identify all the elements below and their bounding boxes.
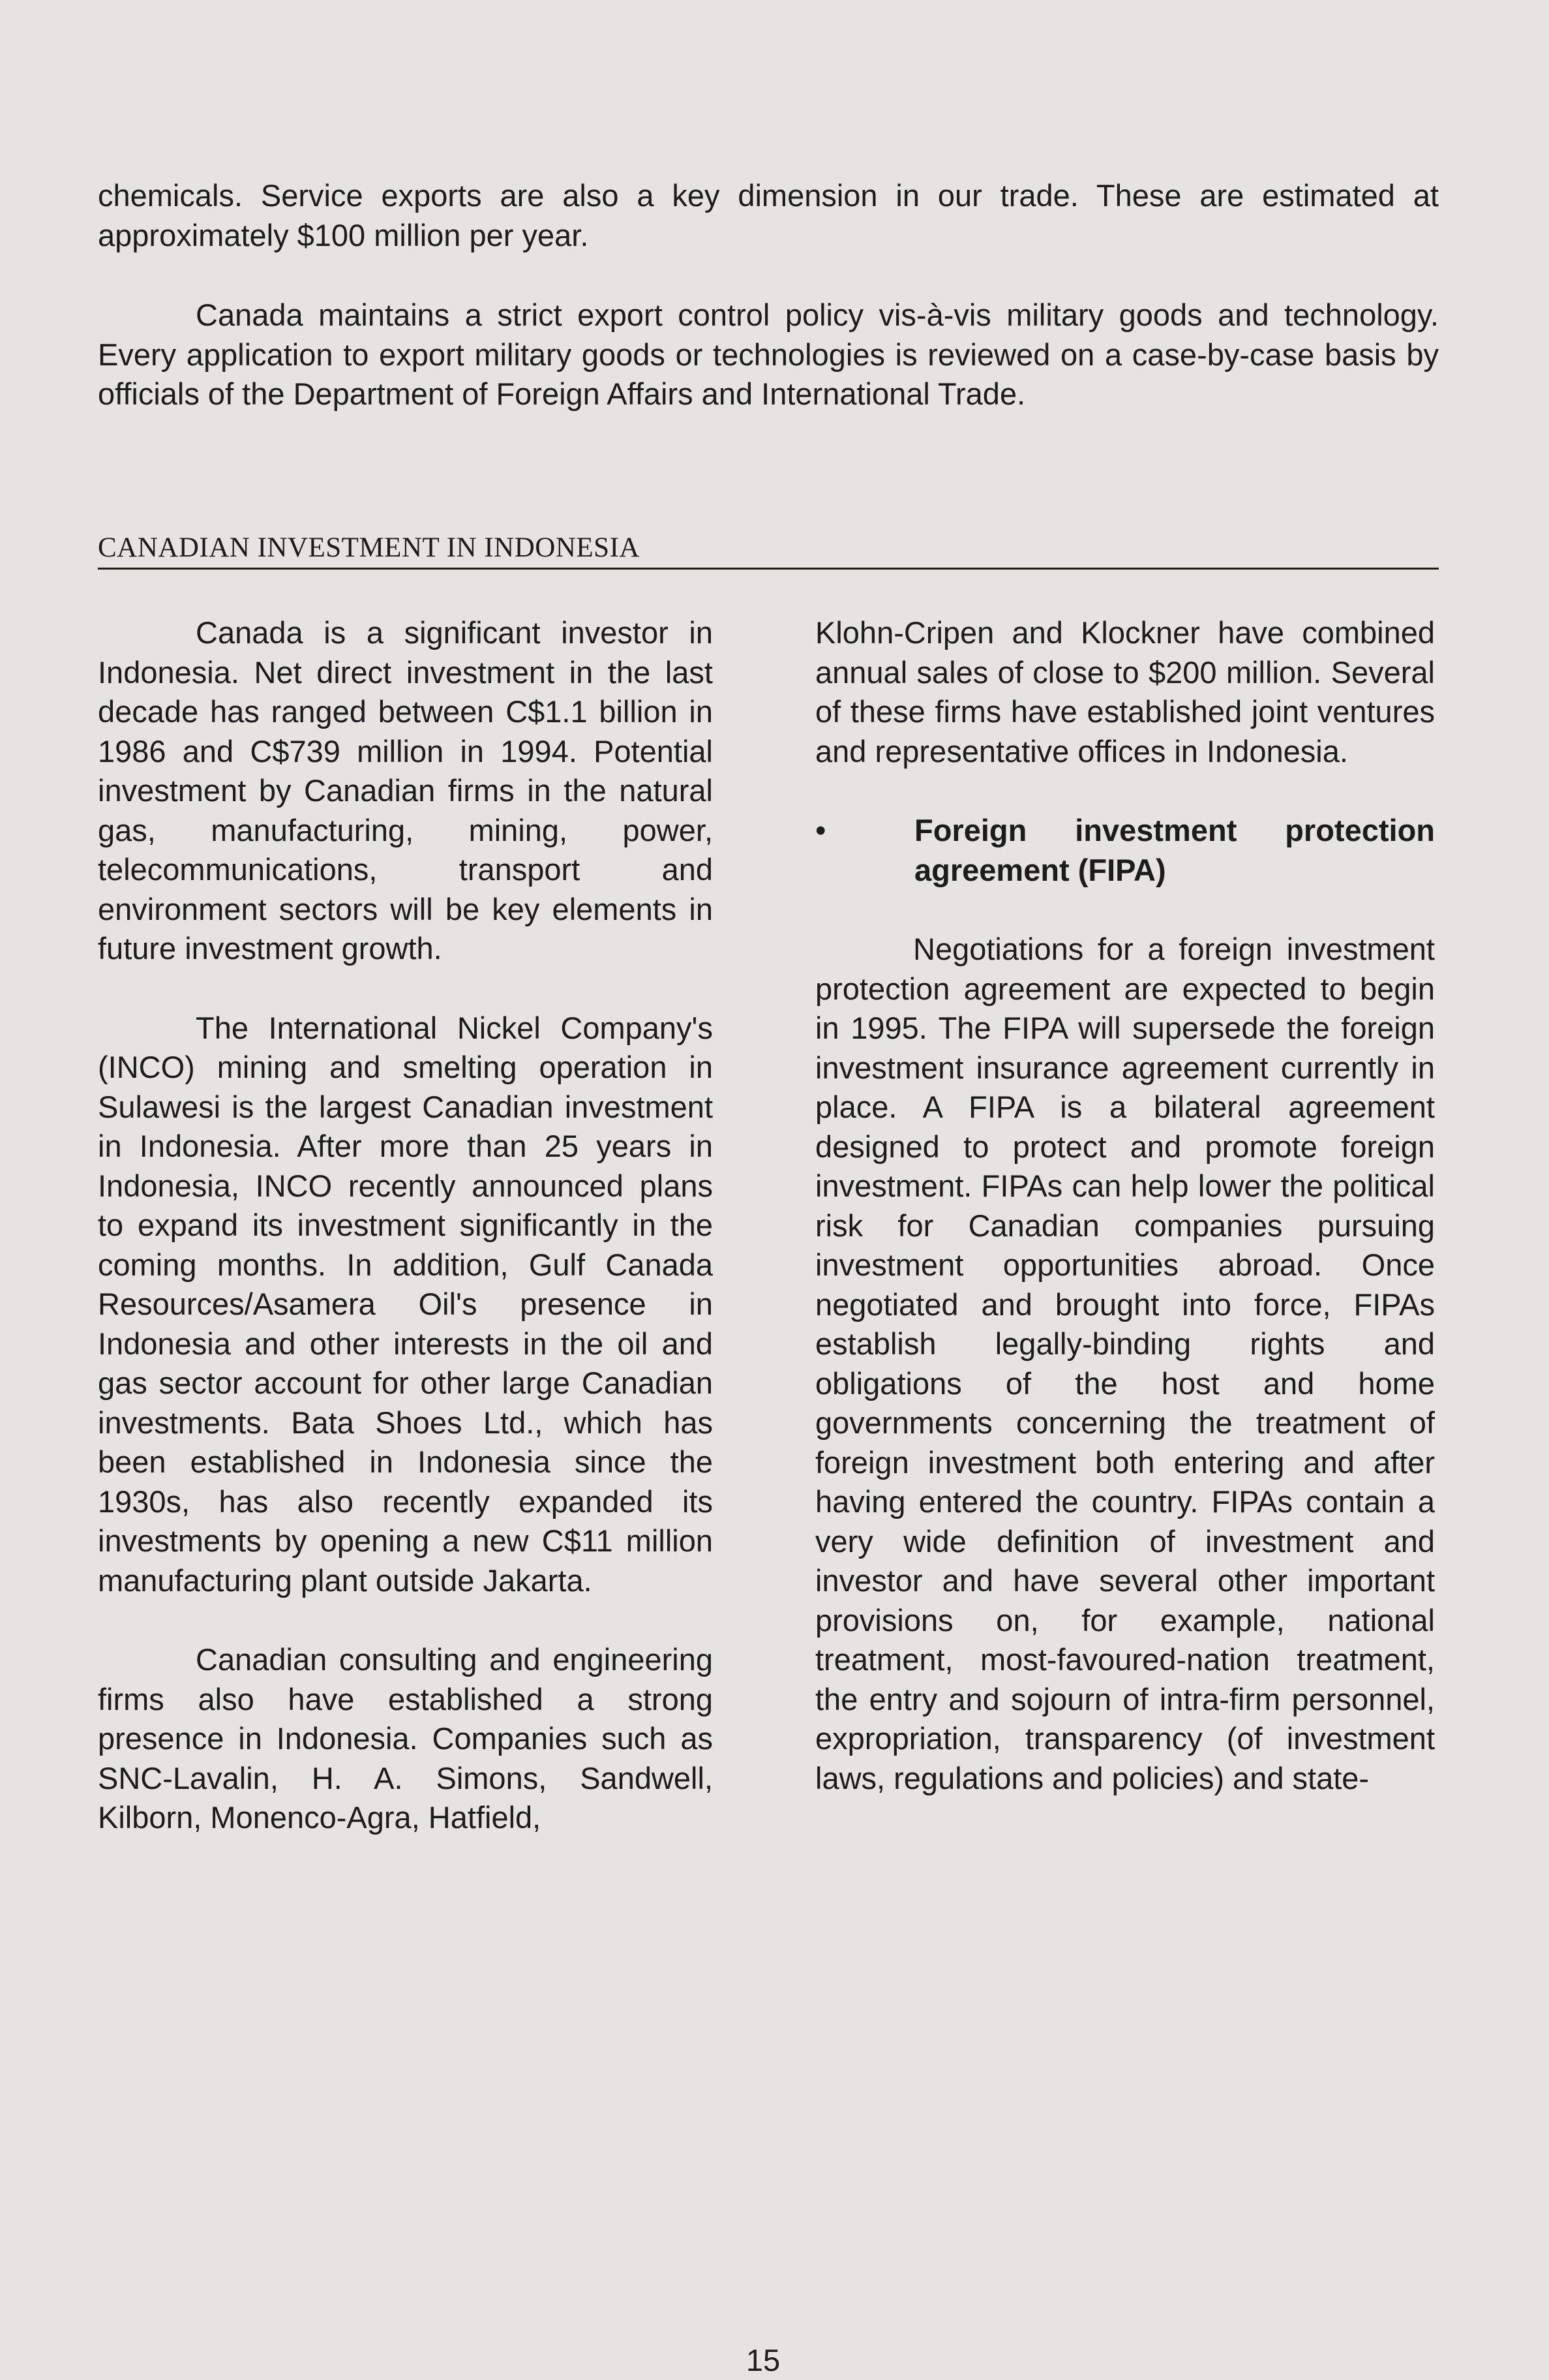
left-paragraph-2: The International Nickel Company's (INCO) mining and smelting operation in Sulawesi is the largest Canadian investment in Indonesia. After more than 25 years in Indonesia, INCO recently announced plans to expand its investment significantly in the coming months. In addition, Gulf Canada Resources/Asamera Oil's presence in Indonesia and other interests in the oil and gas sector account for other large Canadian investments. Bata Shoes Ltd., which has been established in Indonesia since the 1930s, has also recently expanded its investments by opening a new C$11 million manufacturing plant outside Jakarta. [98, 1010, 713, 1598]
bullet-icon: • [815, 813, 826, 847]
intro-block [98, 176, 1439, 414]
right-column [815, 613, 1435, 1798]
fipa-subheading [815, 811, 1435, 890]
section-heading: CANADIAN INVESTMENT IN INDONESIA [98, 528, 1439, 570]
right-paragraph-2: Negotiations for a foreign investment protection agreement are expected to begin in 1995. The FIPA will supersede the foreign investment insurance agreement currently in place. A FIPA is a bilateral agreement designed to protect and promote foreign investment. FIPAs can help lower the political risk for Canadian companies pursuing investment opportunities abroad. Once negotiated and brought into force, FIPAs establish legally-binding rights and obligations of the host and home governments concerning the treatment of foreign investment both entering and after having entered the country. FIPAs contain a very wide definition of investment and investor and have several other important provisions on, for example, national treatment, most-favoured-nation treatment, the entry and sojourn of intra-firm personnel, expropriation, transparency (of investment laws, regulations and policies) and state- [815, 932, 1435, 1795]
right-paragraph-1: Klohn-Cripen and Klockner have combined annual sales of close to $200 million. Several of these firms have established joint ventures and representative offices in Indonesia. [815, 615, 1435, 769]
intro-paragraph-1: chemicals. Service exports are also a key dimension in our trade. These are estimated at approximately $100 million per year. [98, 178, 1439, 252]
left-paragraph-3: Canadian consulting and engineering firms also have established a strong presence in Indonesia. Companies such as SNC-Lavalin, H. A. Simons, Sandwell, Kilborn, Monenco-Agra, Hatfield, [98, 1642, 713, 1835]
intro-paragraph-2: Canada maintains a strict export control policy vis-à-vis military goods and technology. Every application to export military goods or technologies is reviewed on a case-by-case basis by officials of the Department of Foreign Affairs and International Trade. [98, 298, 1439, 411]
subheading-text: Foreign investment protection agreement (FIPA) [914, 813, 1435, 887]
left-column [98, 613, 713, 1838]
left-paragraph-1: Canada is a significant investor in Indonesia. Net direct investment in the last decade has ranged between C$1.1 billion in 1986 and C$739 million in 1994. Potential investment by Canadian firms in the natural gas, manufacturing, mining, power, telecommunications, transport and environment sectors will be key elements in future investment growth. [98, 615, 713, 966]
page-number-label: 15 [745, 2343, 781, 2377]
